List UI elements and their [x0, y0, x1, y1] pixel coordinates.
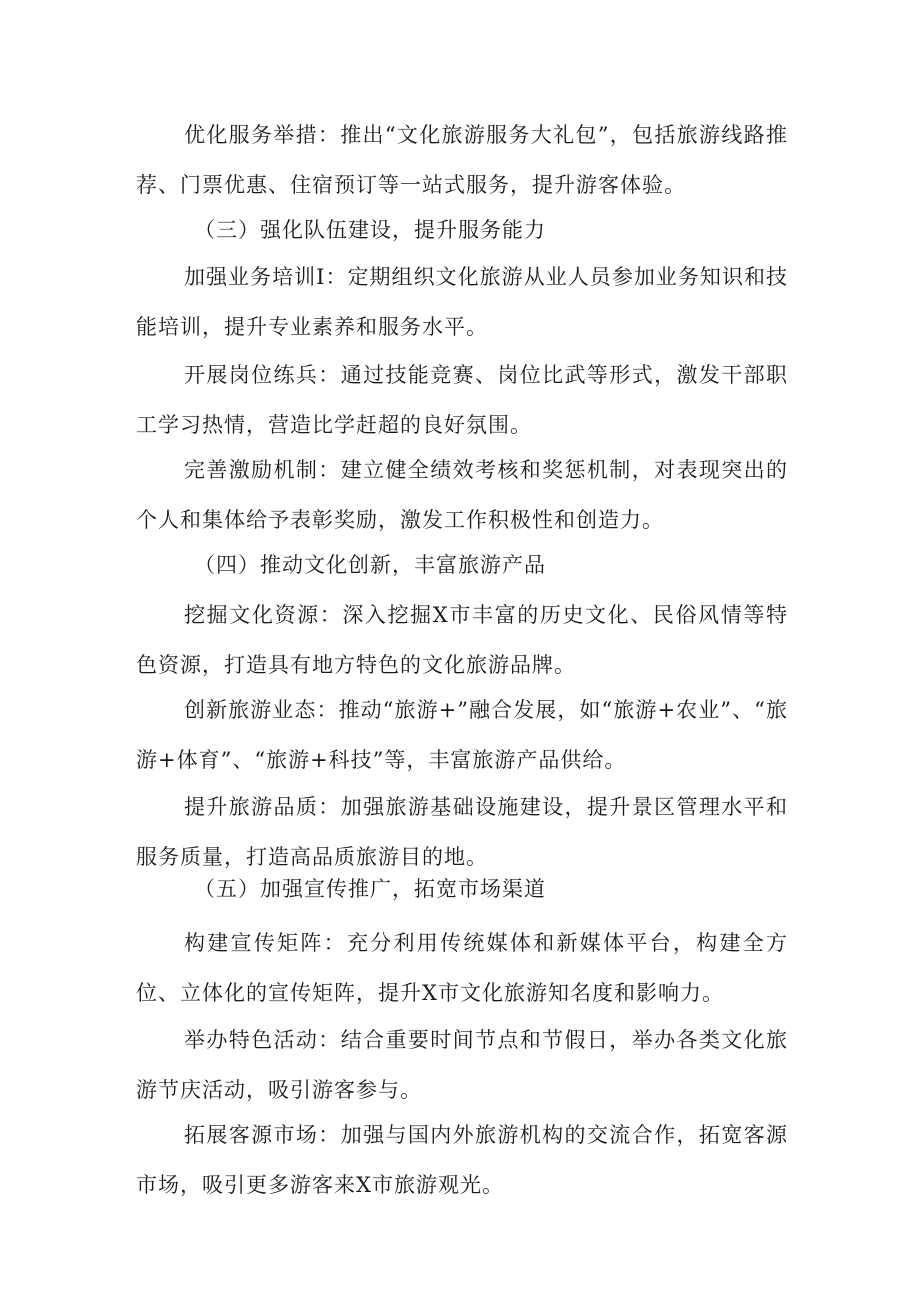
- paragraph-tourism-formats: 创新旅游业态：推动“旅游+”融合发展，如“旅游+农业”、“旅游+体育”、“旅游+科技”等，丰富旅游产品供给。: [136, 698, 788, 772]
- paragraph-incentive-mechanism: 完善激励机制：建立健全绩效考核和奖惩机制，对表现突出的个人和集体给予表彰奖励，激发工作积极性和创造力。: [136, 458, 788, 532]
- paragraph-publicity-matrix: 构建宣传矩阵：充分利用传统媒体和新媒体平台，构建全方位、立体化的宣传矩阵，提升X市文化旅游知名度和影响力。: [136, 931, 788, 1005]
- section-heading-5: （五）加强宣传推广，拓宽市场渠道: [194, 877, 546, 901]
- paragraph-business-training: 加强业务培训I：定期组织文化旅游从业人员参加业务知识和技能培训，提升专业素养和服务水平。: [136, 265, 788, 339]
- paragraph-job-practice: 开展岗位练兵：通过技能竞赛、岗位比武等形式，激发干部职工学习热情，营造比学赶超的良好氛围。: [136, 363, 788, 437]
- paragraph-optimize-service: 优化服务举措：推出“文化旅游服务大礼包”，包括旅游线路推荐、门票优惠、住宿预订等一站式服务，提升游客体验。: [136, 123, 788, 197]
- paragraph-tourism-quality: 提升旅游品质：加强旅游基础设施建设，提升景区管理水平和服务质量，打造高品质旅游目的地。: [136, 795, 788, 869]
- paragraph-source-market: 拓展客源市场：加强与国内外旅游机构的交流合作，拓宽客源市场，吸引更多游客来X市旅游观光。: [136, 1123, 788, 1197]
- section-heading-4: （四）推动文化创新，丰富旅游产品: [194, 553, 546, 577]
- paragraph-cultural-resources: 挖掘文化资源：深入挖掘X市丰富的历史文化、民俗风情等特色资源，打造具有地方特色的文化旅游品牌。: [136, 603, 788, 677]
- section-heading-3: （三）强化队伍建设，提升服务能力: [194, 218, 546, 242]
- paragraph-special-events: 举办特色活动：结合重要时间节点和节假日，举办各类文化旅游节庆活动，吸引游客参与。: [136, 1028, 788, 1102]
